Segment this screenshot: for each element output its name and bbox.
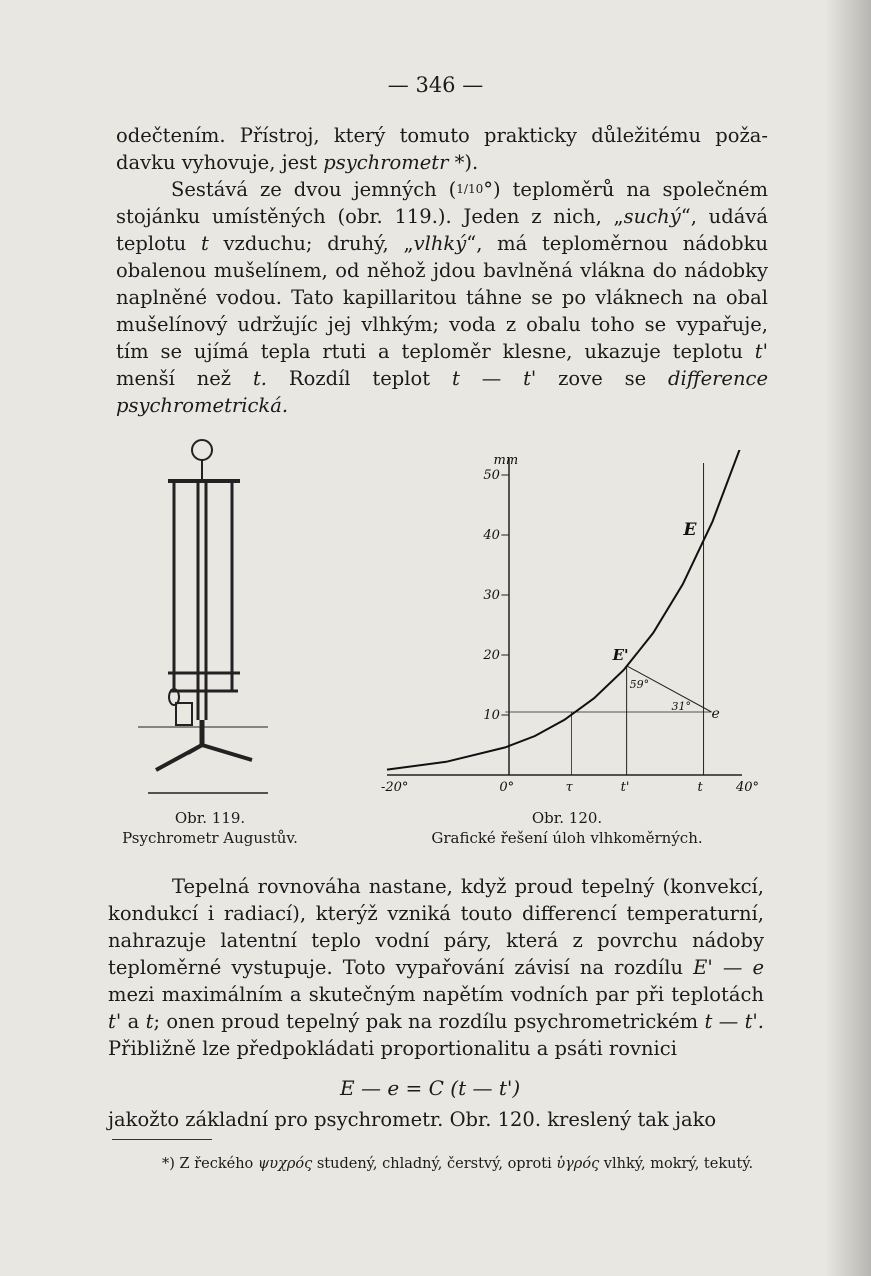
series-line-E [387, 450, 742, 770]
text-run: mezi maximálním a skutečným napětím vodních par při teplotách [108, 983, 764, 1006]
text-run: — [459, 367, 524, 390]
page-edge-shadow [825, 0, 871, 1276]
x-label: 0° [499, 780, 515, 795]
y-tick-label: 40 [483, 528, 500, 543]
y-tick-label: 20 [483, 648, 500, 663]
figure-120-caption [412, 808, 722, 848]
greek-word: ψυχρός [257, 1156, 313, 1172]
symbol-t-prime: t' [754, 340, 768, 363]
footnote-rule [112, 1139, 212, 1140]
text-run: davku vyhovuje, jest [116, 151, 324, 174]
y-tick-label: 50 [483, 468, 500, 483]
text-run: ; onen proud tepelný pak na rozdílu psychrometrickém [153, 1010, 705, 1033]
paragraph-3: jakožto základní pro psychrometr. Obr. 120. kreslený tak jako [108, 1108, 717, 1131]
figure-number: Obr. 120. [531, 809, 603, 827]
equation: E — e = C (t — t') [340, 1076, 521, 1100]
symbol-t-prime: t' [523, 367, 537, 390]
text-run: Sestává ze dvou jemných ( [171, 178, 457, 201]
page-number: — 346 — [387, 73, 484, 97]
figure-title: Grafické řešení úloh vlhkoměrných. [431, 829, 703, 847]
paragraph-1 [116, 122, 768, 419]
text-run: *). [448, 151, 479, 174]
tripod-leg-back [188, 745, 202, 753]
symbol-t-prime: t' [108, 1010, 122, 1033]
point-E-prime: E' [612, 645, 629, 664]
term-dry: suchý [623, 205, 681, 228]
tripod-leg-right [202, 745, 252, 760]
text-run: Tepelná rovnováha nastane, když proud tepelný (konvekcí, kondukcí i radiací), kterýž vzniká touto differencí temperaturní, nahrazuje latentní teplo vodní páry, která z povrchu nádoby teploměrné vystupuje. Toto vypařování závisí na rozdílu [108, 875, 764, 979]
water-vessel [176, 703, 192, 725]
fraction: 1/10 [456, 182, 484, 196]
term-psychrometr: psychrometr [323, 151, 449, 174]
x-label: -20° [381, 780, 409, 795]
x-label: 40° [736, 780, 760, 795]
y-tick-label: 30 [483, 588, 500, 603]
text-run: vlhký, mokrý, tekutý. [599, 1156, 754, 1172]
figure-title: Psychrometr Augustův. [122, 829, 298, 847]
text-run: vzduchu; druhý, „ [208, 232, 414, 255]
paragraph-2 [108, 873, 764, 1062]
text-run: *) Z řeckého [162, 1156, 258, 1172]
greek-word: ὑγρός [556, 1156, 600, 1172]
point-E: E [683, 520, 697, 540]
figure-number: Obr. 119. [174, 809, 246, 827]
text-run: Přibližně lze předpokládati proportionalitu a psáti rovnici [108, 1037, 677, 1060]
text-run: a [121, 1010, 146, 1033]
text-run: studený, chladný, čerstvý, oproti [312, 1156, 557, 1172]
angle-31: 31° [671, 700, 692, 713]
text-run: °) teploměrů na společném stojánku umístěných (obr. 119.). Jeden z nich, „ [116, 178, 769, 228]
symbol-t: t [451, 367, 460, 390]
text-line: odečtením. Přístroj, který tomuto prakticky důležitému poža- [116, 124, 768, 147]
text-run: “, má teploměrnou nádobku obalenou mušelínem, od něhož jdou bavlněná vlákna do nádobky naplněné vodou. Tato kapillaritou táhne se po vláknech na obal mušelínový udržujíc jej vlhkým; voda z obalu toho se vypařuje, tím se ujímá tepla rtuti a teploměr klesne, ukazuje teplotu [116, 232, 768, 363]
x-label: t [697, 780, 703, 795]
hanging-ring [192, 440, 212, 460]
psychrometer-illustration [128, 435, 288, 820]
symbol-t: t [200, 232, 209, 255]
text-run: “, udává teplotu [116, 205, 768, 255]
y-unit-label: mm [493, 453, 519, 468]
y-tick-label: 10 [483, 708, 500, 723]
expr-t-minus-t-prime: t — t'. [704, 1010, 764, 1033]
text-run: Rozdíl teplot [267, 367, 452, 390]
x-label: t' [620, 780, 630, 795]
footnote [112, 1153, 764, 1175]
symbol-t: t. [252, 367, 268, 390]
angle-59: 59° [629, 677, 650, 691]
vapour-pressure-chart [372, 450, 772, 810]
figure-119-caption [100, 808, 320, 848]
expr-E-minus-e: E' — e [693, 956, 764, 979]
text-run: menší než [116, 367, 253, 390]
x-label: τ [565, 780, 573, 795]
term-difference: difference psychrometrická. [116, 367, 768, 417]
text-run: zove se [536, 367, 669, 390]
term-wet: vlhký [413, 232, 467, 255]
symbol-t: t [145, 1010, 154, 1033]
point-e: e [711, 706, 720, 722]
